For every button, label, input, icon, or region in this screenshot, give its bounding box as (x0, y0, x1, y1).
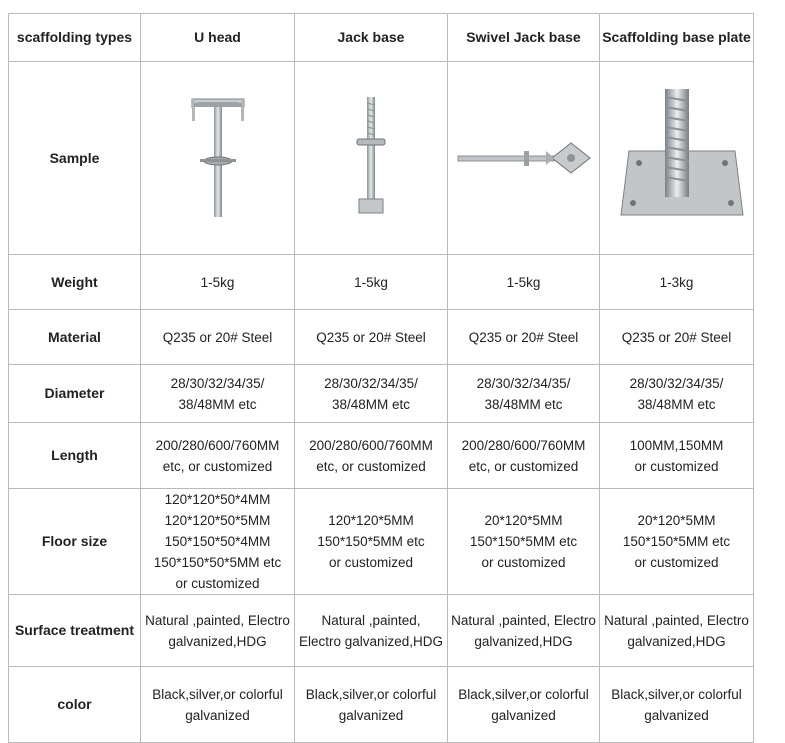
table-row (9, 255, 754, 310)
header-cell: U head (141, 14, 295, 62)
table-cell: 1-5kg (448, 255, 600, 310)
table-cell: Black,silver,or colorful galvanized (600, 667, 754, 743)
row-label: Surface treatment (9, 595, 141, 667)
spec-table (8, 13, 754, 743)
table-cell: Q235 or 20# Steel (141, 310, 295, 365)
table-row (9, 667, 754, 743)
table-row (9, 423, 754, 489)
table-cell: 28/30/32/34/35/ 38/48MM etc (600, 365, 754, 423)
table-row (9, 489, 754, 595)
row-label: color (9, 667, 141, 743)
table-cell: Natural ,painted, Electro galvanized,HDG (448, 595, 600, 667)
table-cell: 1-5kg (295, 255, 448, 310)
scaffolding-base-plate-image (607, 83, 747, 233)
row-label: Diameter (9, 365, 141, 423)
header-cell: Swivel Jack base (448, 14, 600, 62)
table-cell: 100MM,150MM or customized (600, 423, 754, 489)
table-cell: Q235 or 20# Steel (600, 310, 754, 365)
table-cell: 1-3kg (600, 255, 754, 310)
header-cell: Jack base (295, 14, 448, 62)
table-cell: Natural ,painted, Electro galvanized,HDG (141, 595, 295, 667)
table-row (9, 365, 754, 423)
table-cell: 200/280/600/760MM etc, or customized (448, 423, 600, 489)
table-cell: Black,silver,or colorful galvanized (448, 667, 600, 743)
header-cell: scaffolding types (9, 14, 141, 62)
u-head-image (178, 93, 258, 223)
table-cell: Natural ,painted, Electro galvanized,HDG (295, 595, 448, 667)
sample-cell (141, 62, 295, 255)
row-label: Material (9, 310, 141, 365)
sample-cell (295, 62, 448, 255)
table-row (9, 595, 754, 667)
table-cell: 28/30/32/34/35/ 38/48MM etc (448, 365, 600, 423)
table-cell: 120*120*5MM 150*150*5MM etc or customized (295, 489, 448, 595)
table-row (9, 310, 754, 365)
table-cell: 200/280/600/760MM etc, or customized (295, 423, 448, 489)
table-cell: 1-5kg (141, 255, 295, 310)
sample-cell (448, 62, 600, 255)
table-cell: Black,silver,or colorful galvanized (141, 667, 295, 743)
header-cell: Scaffolding base plate (600, 14, 754, 62)
table-cell: Q235 or 20# Steel (295, 310, 448, 365)
row-label: Weight (9, 255, 141, 310)
sample-cell (600, 62, 754, 255)
table-cell: 20*120*5MM 150*150*5MM etc or customized (600, 489, 754, 595)
table-cell: 20*120*5MM 150*150*5MM etc or customized (448, 489, 600, 595)
row-label: Length (9, 423, 141, 489)
table-cell: Black,silver,or colorful galvanized (295, 667, 448, 743)
sample-row (9, 62, 754, 255)
table-cell: Natural ,painted, Electro galvanized,HDG (600, 595, 754, 667)
table-cell: 28/30/32/34/35/ 38/48MM etc (295, 365, 448, 423)
table-cell: 200/280/600/760MM etc, or customized (141, 423, 295, 489)
swivel-jack-base-image (454, 123, 594, 193)
row-label: Floor size (9, 489, 141, 595)
header-row (9, 14, 754, 62)
row-label: Sample (9, 62, 141, 255)
table-cell: 28/30/32/34/35/ 38/48MM etc (141, 365, 295, 423)
table-cell: Q235 or 20# Steel (448, 310, 600, 365)
jack-base-image (331, 93, 411, 223)
table-cell: 120*120*50*4MM 120*120*50*5MM 150*150*50*4MM 150*150*50*5MM etc or customized (141, 489, 295, 595)
